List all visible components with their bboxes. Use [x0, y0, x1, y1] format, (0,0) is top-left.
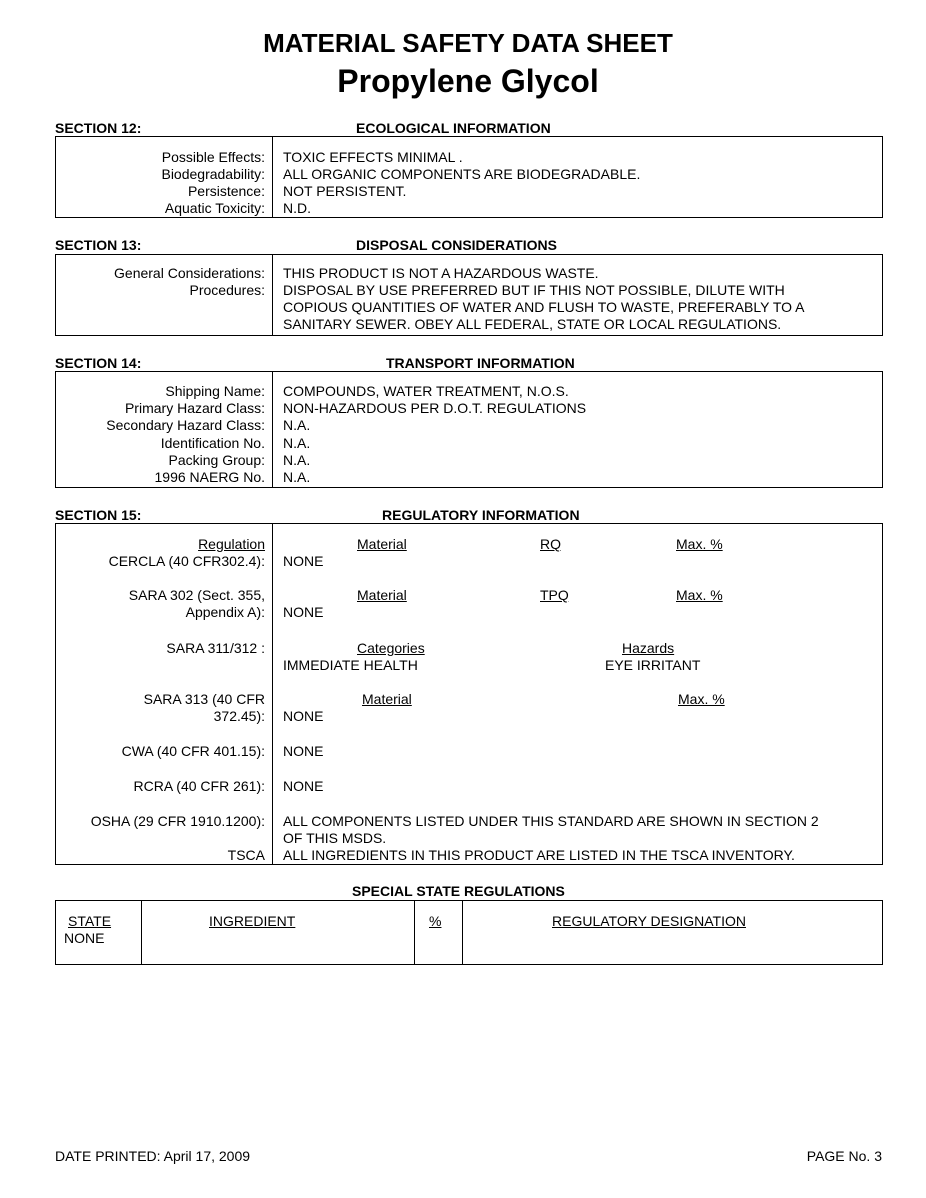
- regulation-column-header: Regulation: [198, 536, 265, 552]
- cercla-label: CERCLA (40 CFR302.4):: [108, 553, 265, 569]
- max-percent-column-header: Max. %: [678, 691, 725, 707]
- row-value: DISPOSAL BY USE PREFERRED BUT IF THIS NOT POSSIBLE, DILUTE WITH: [283, 282, 785, 298]
- tsca-label: TSCA: [227, 847, 265, 863]
- column-divider: [462, 901, 463, 964]
- info-row: [56, 299, 882, 316]
- sara311-hazard: EYE IRRITANT: [605, 657, 701, 673]
- document-title: MATERIAL SAFETY DATA SHEET: [263, 28, 673, 58]
- categories-column-header: Categories: [357, 640, 425, 656]
- state-column-header: STATE: [68, 913, 112, 929]
- info-row: [56, 282, 882, 299]
- page-number: PAGE No. 3: [806, 1148, 882, 1164]
- info-row: [56, 316, 882, 333]
- info-row: [56, 200, 882, 217]
- info-row: [56, 183, 882, 200]
- row-value: NON-HAZARDOUS PER D.O.T. REGULATIONS: [283, 400, 587, 416]
- tsca-value: ALL INGREDIENTS IN THIS PRODUCT ARE LISTED IN THE TSCA INVENTORY.: [283, 847, 795, 863]
- column-divider: [414, 901, 415, 964]
- section-name: ECOLOGICAL INFORMATION: [356, 120, 551, 136]
- row-value: N.A.: [283, 435, 311, 451]
- row-value: SANITARY SEWER. OBEY ALL FEDERAL, STATE OR LOCAL REGULATIONS.: [283, 316, 782, 332]
- cwa-label: CWA (40 CFR 401.15):: [121, 743, 265, 759]
- sara302-label: SARA 302 (Sect. 355,: [128, 587, 265, 603]
- section-name: DISPOSAL CONSIDERATIONS: [356, 237, 557, 253]
- row-label: Identification No.: [160, 435, 265, 451]
- sara313-label: 372.45):: [213, 708, 265, 724]
- section-13-header: [55, 237, 883, 253]
- date-printed: DATE PRINTED: April 17, 2009: [55, 1148, 251, 1164]
- section-14-header: [55, 355, 883, 371]
- row-value: N.D.: [283, 200, 311, 216]
- info-row: [56, 417, 882, 434]
- row-value: ALL ORGANIC COMPONENTS ARE BIODEGRADABLE.: [283, 166, 641, 182]
- special-state-header: [55, 883, 883, 899]
- max-percent-column-header: Max. %: [676, 536, 723, 552]
- sara302-value: NONE: [283, 604, 324, 620]
- product-name: Propylene Glycol: [337, 63, 599, 99]
- info-row: [56, 166, 882, 183]
- section-13-box: [55, 254, 883, 336]
- material-column-header: Material: [362, 691, 412, 707]
- section-15-header: [55, 507, 883, 523]
- section-15-box: [55, 523, 883, 865]
- row-label: Persistence:: [187, 183, 265, 199]
- column-divider: [272, 524, 273, 864]
- row-label: Biodegradability:: [161, 166, 265, 182]
- sara313-label: SARA 313 (40 CFR: [143, 691, 265, 707]
- section-number: SECTION 13:: [55, 237, 142, 253]
- sara313-value: NONE: [283, 708, 324, 724]
- row-label: Shipping Name:: [165, 383, 265, 399]
- row-value: THIS PRODUCT IS NOT A HAZARDOUS WASTE.: [283, 265, 599, 281]
- column-divider: [141, 901, 142, 964]
- sara302-label: Appendix A):: [185, 604, 265, 620]
- row-value: NOT PERSISTENT.: [283, 183, 407, 199]
- section-14-box: [55, 371, 883, 488]
- osha-label: OSHA (29 CFR 1910.1200):: [90, 813, 265, 829]
- tpq-column-header: TPQ: [540, 587, 569, 603]
- row-value: N.A.: [283, 417, 311, 433]
- sara311-category: IMMEDIATE HEALTH: [283, 657, 418, 673]
- rcra-value: NONE: [283, 778, 324, 794]
- material-column-header: Material: [357, 587, 407, 603]
- section-12-header: [55, 120, 883, 136]
- row-label: Aquatic Toxicity:: [164, 200, 265, 216]
- row-label: 1996 NAERG No.: [154, 469, 265, 485]
- section-name: TRANSPORT INFORMATION: [386, 355, 575, 371]
- sara311-label: SARA 311/312 :: [166, 640, 265, 656]
- row-label: Procedures:: [189, 282, 265, 298]
- row-value: COPIOUS QUANTITIES OF WATER AND FLUSH TO WASTE, PREFERABLY TO A: [283, 299, 805, 315]
- row-label: General Considerations:: [114, 265, 265, 281]
- material-column-header: Material: [357, 536, 407, 552]
- section-number: SECTION 14:: [55, 355, 142, 371]
- row-label: Secondary Hazard Class:: [106, 417, 265, 433]
- cercla-value: NONE: [283, 553, 324, 569]
- section-name: REGULATORY INFORMATION: [382, 507, 580, 523]
- info-row: [56, 469, 882, 486]
- info-row: [56, 435, 882, 452]
- ingredient-column-header: INGREDIENT: [209, 913, 296, 929]
- max-percent-column-header: Max. %: [676, 587, 723, 603]
- designation-column-header: REGULATORY DESIGNATION: [552, 913, 746, 929]
- percent-column-header: %: [429, 913, 442, 929]
- info-row: [56, 383, 882, 400]
- row-label: Primary Hazard Class:: [124, 400, 265, 416]
- row-value: COMPOUNDS, WATER TREATMENT, N.O.S.: [283, 383, 569, 399]
- state-value: NONE: [64, 930, 105, 946]
- row-label: Possible Effects:: [161, 149, 265, 165]
- row-label: Packing Group:: [168, 452, 265, 468]
- info-row: [56, 265, 882, 282]
- osha-value: OF THIS MSDS.: [283, 830, 387, 846]
- special-state-title: SPECIAL STATE REGULATIONS: [352, 883, 565, 899]
- rq-column-header: RQ: [540, 536, 561, 552]
- osha-value: ALL COMPONENTS LISTED UNDER THIS STANDARD ARE SHOWN IN SECTION 2: [283, 813, 819, 829]
- hazards-column-header: Hazards: [622, 640, 675, 656]
- special-state-table: [55, 900, 883, 965]
- rcra-label: RCRA (40 CFR 261):: [133, 778, 265, 794]
- section-number: SECTION 12:: [55, 120, 142, 136]
- row-value: N.A.: [283, 469, 311, 485]
- info-row: [56, 452, 882, 469]
- section-12-box: [55, 136, 883, 218]
- row-value: N.A.: [283, 452, 311, 468]
- row-value: TOXIC EFFECTS MINIMAL .: [283, 149, 463, 165]
- info-row: [56, 149, 882, 166]
- section-number: SECTION 15:: [55, 507, 142, 523]
- info-row: [56, 400, 882, 417]
- cwa-value: NONE: [283, 743, 324, 759]
